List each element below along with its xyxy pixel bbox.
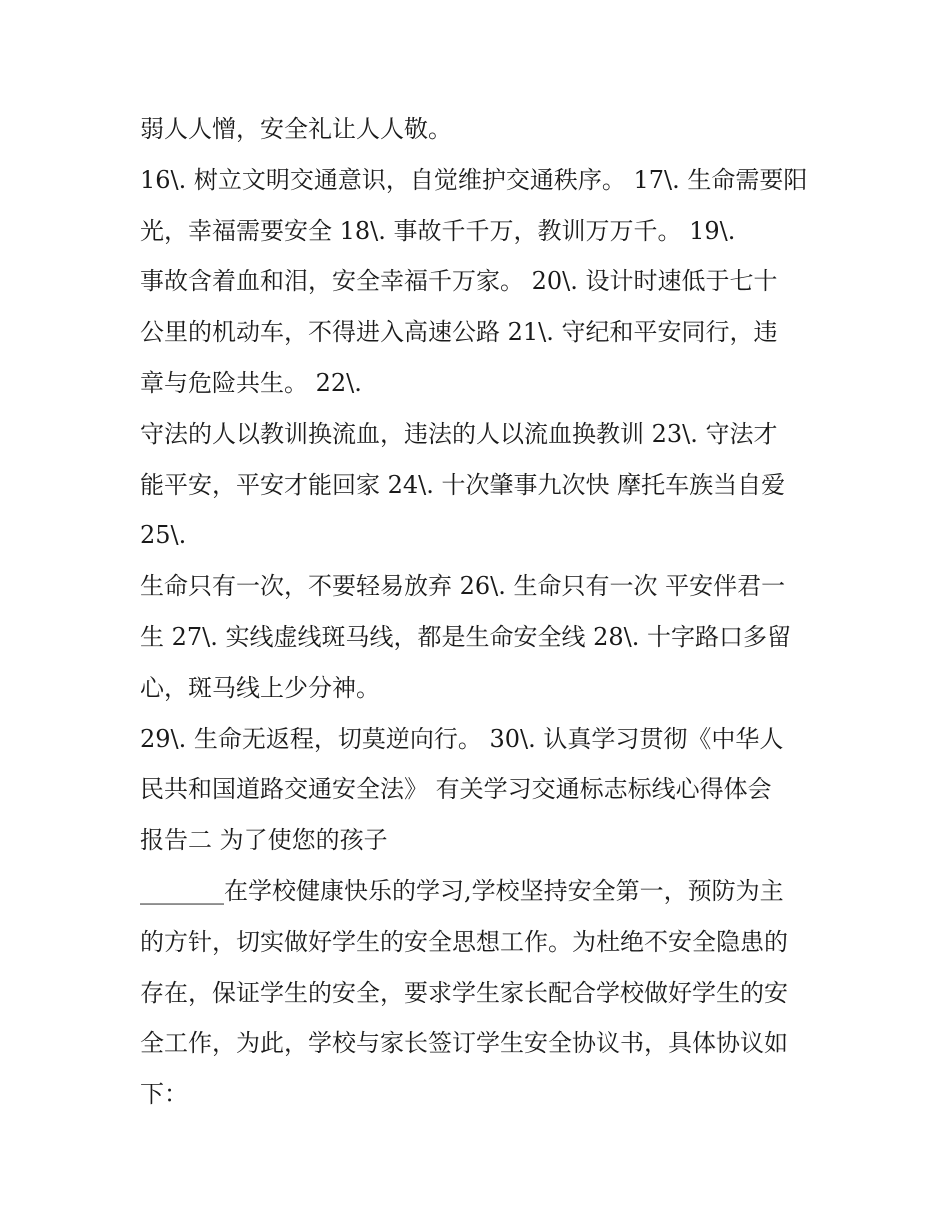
text-line: 民共和国道路交通安全法》 有关学习交通标志标线心得体会 [140, 775, 772, 804]
text-line: 29\. 生命无返程，切莫逆向行。 30\. 认真学习贯彻《中华人 [140, 724, 784, 753]
text-line: 下： [140, 1080, 188, 1109]
text-line: 的方针，切实做好学生的安全思想工作。为杜绝不安全隐患的 [140, 927, 788, 956]
text-line: 存在，保证学生的安全，要求学生家长配合学校做好学生的安 [140, 978, 788, 1007]
text-line: 守法的人以教训换流血，违法的人以流血换教训 23\. 守法才 [140, 419, 778, 448]
document-body [140, 104, 830, 1120]
text-line: 公里的机动车，不得进入高速公路 21\. 守纪和平安同行，违 [140, 318, 778, 347]
text-line: 生 27\. 实线虚线斑马线，都是生命安全线 28\. 十字路口多留 [140, 622, 792, 651]
text-line: 全工作，为此，学校与家长签订学生安全协议书，具体协议如 [140, 1029, 788, 1058]
text-line: 事故含着血和泪，安全幸福千万家。 20\. 设计时速低于七十 [140, 267, 778, 296]
text-line: 弱人人憎，安全礼让人人敬。 [140, 115, 452, 143]
text-line: 生命只有一次，不要轻易放弃 26\. 生命只有一次 平安伴君一 [140, 572, 786, 601]
text-line: 报告二 为了使您的孩子 [140, 826, 388, 855]
text-line: 光，幸福需要安全 18\. 事故千千万，教训万万千。 19\. [140, 216, 736, 245]
text-line: 章与危险共生。 22\. [140, 368, 362, 397]
text-line: 16\. 树立文明交通意识，自觉维护交通秩序。 17\. 生命需要阳 [140, 165, 808, 194]
text-line: 25\. [140, 521, 187, 550]
text-line: 能平安，平安才能回家 24\. 十次肇事九次快 摩托车族当自爱 [140, 470, 786, 499]
text-line: _______在学校健康快乐的学习,学校坚持安全第一，预防为主 [140, 876, 784, 905]
text-line: 心，斑马线上少分神。 [140, 673, 380, 702]
